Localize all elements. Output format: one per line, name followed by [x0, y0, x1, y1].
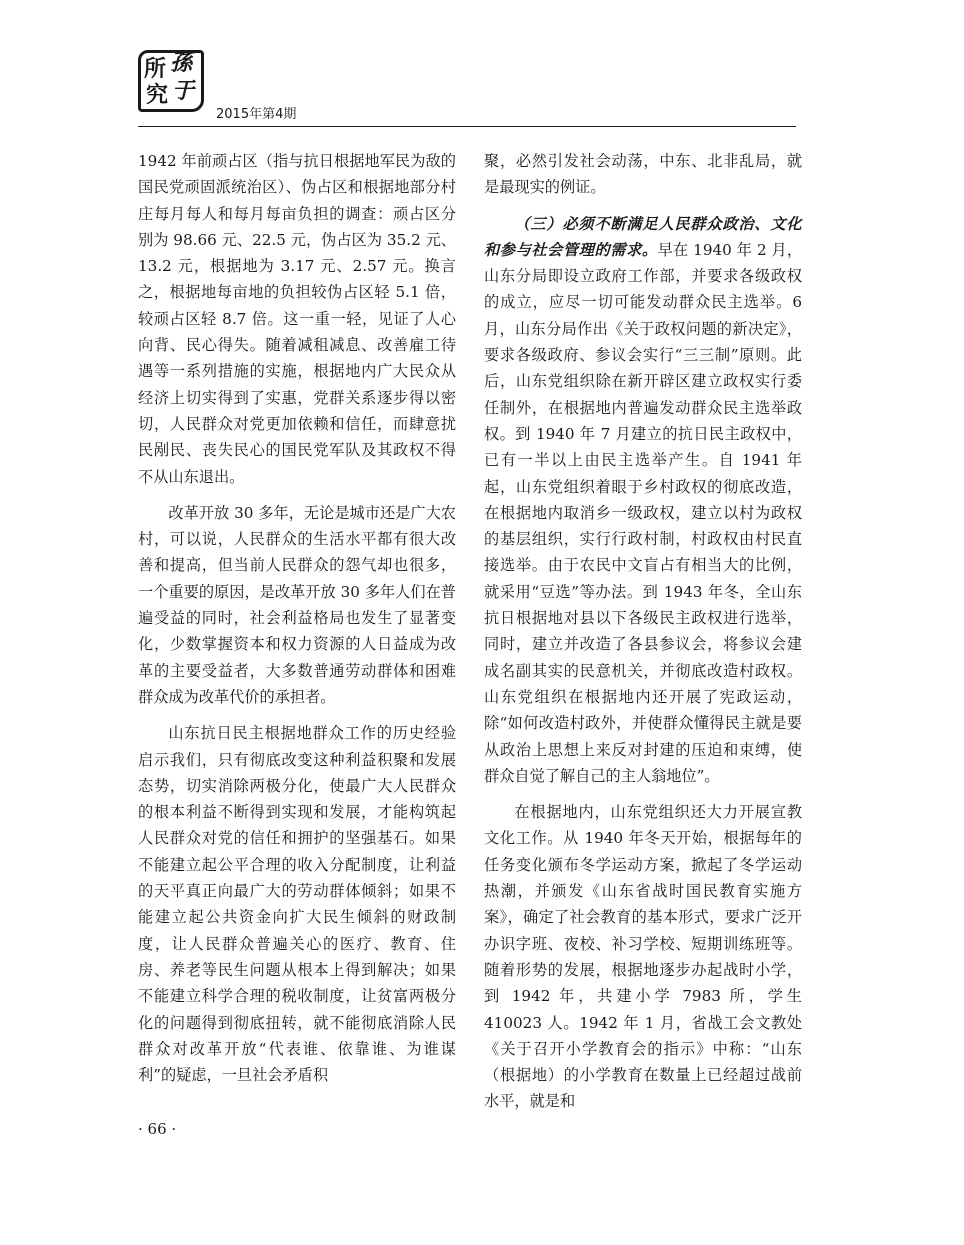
paragraph: 1942 年前顽占区（指与抗日根据地军民为敌的国民党顽固派统治区）、伪占区和根据地部分村庄每月每人和每月每亩负担的调查：顽占区分别为 98.66 元、22.5 元，伪占区为 35.2 元、13.2 元，根据地为 3.17 元、2.57 元。换言之，根据地每亩地的负担较伪占区轻 5.1 倍，较顽占区轻 8.7 倍。这一重一轻，见证了人心向背、民心得失。随着减租减息、改善雇工待遇等一系列措施的实施，根据地内广大民众从经济上切实得到了实惠，党群关系逐步得以密切，人民群众对党更加依赖和信任，而肆意扰民剐民、丧失民心的国民党军队及其政权不得不从山东退出。: [138, 152, 456, 486]
logo-char: 所: [144, 56, 167, 82]
issue-label: 2015年第4期: [216, 107, 297, 122]
header-divider: [138, 126, 796, 127]
paragraph: 在根据地内，山东党组织还大力开展宣教文化工作。从 1940 年冬天开始，根据每年的任务变化颁布冬学运动方案，掀起了冬学运动热潮，并颁发《山东省战时国民教育实施方案》，确定了社会教育的基本形式，要求广泛开办识字班、夜校、补习学校、短期训练班等。随着形势的发展，根据地逐步办起战时小学，到 1942 年，共建小学 7983 所，学生 410023 人。1942 年 1 月，省战工会文教处《关于召开小学教育会的指示》中称：“山东（根据地）的小学教育在数量上已经超过战前水平，就是和: [484, 803, 802, 1111]
journal-logo: [138, 50, 208, 116]
logo-char: 究: [146, 82, 169, 108]
paragraph: 山东抗日民主根据地群众工作的历史经验启示我们，只有彻底改变这种利益积聚和发展态势，切实消除两极分化，使最广大人民群众的根本利益不断得到实现和发展，才能构筑起人民群众对党的信任和拥护的坚强基石。如果不能建立起公平合理的收入分配制度，让利益的天平真正向最广大的劳动群体倾斜；如果不能建立起公共资金向扩大民生倾斜的财政制度，让人民群众普遍关心的医疗、教育、住房、养老等民生问题从根本上得到解决；如果不能建立科学合理的税收制度，让贫富两极分化的问题得到彻底扭转，就不能彻底消除人民群众对改革开放“代表谁、依靠谁、为谁谋利”的疑虑，一旦社会矛盾积: [138, 724, 456, 1085]
page-number: · 66 ·: [138, 1120, 177, 1138]
paragraph-body: 早在 1940 年 2 月，山东分局即设立政府工作部，并要求各级政权的成立，应尽一切可能发动群众民主选举。6 月，山东分局作出《关于政权问题的新决定》，要求各级政府、参议会实行“三三制”原则。此后，山东党组织除在新开辟区建立政权实行委任制外，在根据地内普遍发动群众民主选举政权。到 1940 年 7 月建立的抗日民主政权中，已有一半以上由民主选举产生。自 1941 年起，山东党组织着眼于乡村政权的彻底改造，在根据地内取消乡一级政权，建立以村为政权的基层组织，实行行政村制，村政权由村民直接选举。由于农民中文盲占有相当大的比例，就采用“豆选”等办法。到 1943 年冬，全山东抗日根据地对县以下各级民主政权进行选举，同时，建立并改造了各县参议会，将参议会建成名副其实的民意机关，并彻底改造村政权。山东党组织在根据地内还开展了宪政运动，除“如何改造村政外，并使群众懂得民主就是要从政治上思想上来反对封建的压迫和束缚，使群众自觉了解自己的主人翁地位”。: [484, 240, 803, 785]
section-heading: （三）必须不断满足人民群众政治、文化和参与社会管理的需求。: [484, 214, 802, 259]
paragraph: 改革开放 30 多年，无论是城市还是广大农村，可以说，人民群众的生活水平都有很大改善和提高，但当前人民群众的怨气却也很多，一个重要的原因，是改革开放 30 多年人们在普遍受益的同时，社会利益格局也发生了显著变化，少数掌握资本和权力资源的人日益成为改革的主要受益者，大多数普通劳动群体和困难群众成为改革代价的承担者。: [138, 503, 456, 706]
right-column: [484, 148, 802, 1125]
left-column: [138, 148, 456, 1098]
logo-char: 孫: [170, 50, 193, 76]
paragraph: [484, 211, 802, 790]
logo-char: 于: [172, 78, 195, 104]
paragraph: 聚，必然引发社会动荡，中东、北非乱局，就是最现实的例证。: [484, 152, 802, 197]
